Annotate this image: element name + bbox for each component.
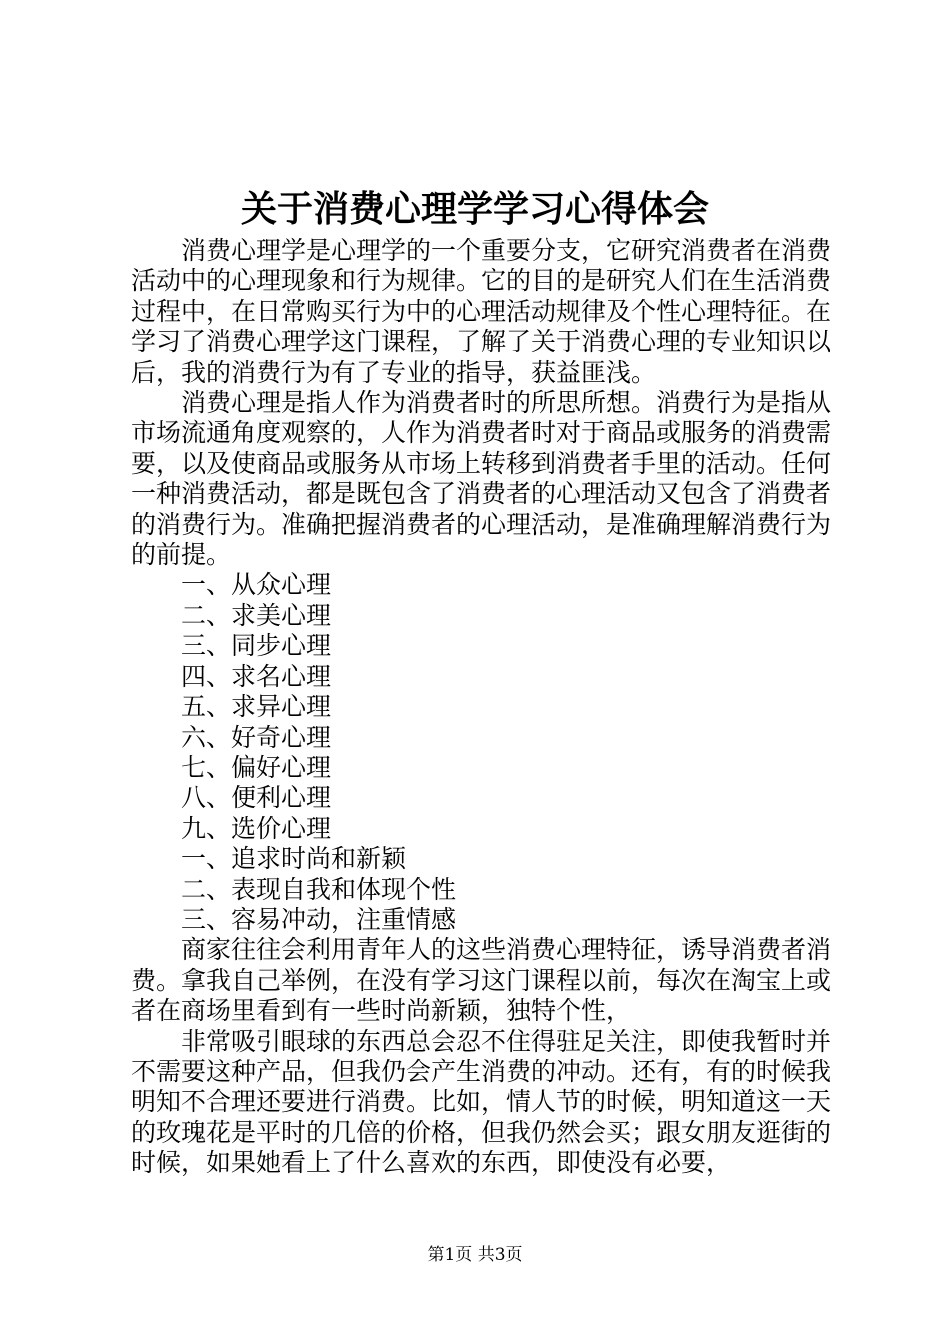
page-title: 关于消费心理学学习心得体会 xyxy=(240,188,709,230)
list-item: 四、求名心理 xyxy=(181,661,332,691)
list-item: 二、求美心理 xyxy=(181,600,332,630)
list-item: 三、容易冲动，注重情感 xyxy=(181,904,457,934)
page-number: 第1页 共3页 xyxy=(427,1245,523,1265)
psychology-list xyxy=(131,570,831,844)
list-item: 五、求异心理 xyxy=(181,692,332,722)
paragraph-merchants: 商家往往会利用青年人的这些消费心理特征，诱导消费者消费。拿我自己举例，在没有学习这门课程以前，每次在淘宝上或者在商场里看到有一些时尚新颖，独特个性， xyxy=(131,935,832,1026)
paragraph-intro: 消费心理学是心理学的一个重要分支，它研究消费者在消费活动中的心理现象和行为规律。它的目的是研究人们在生活消费过程中，在日常购买行为中的心理活动规律及个性心理特征。在学习了消费心理学这门课程，了解了关于消费心理的专业知识以后，我的消费行为有了专业的指导，获益匪浅。 xyxy=(131,236,832,387)
list-item: 六、好奇心理 xyxy=(181,722,332,752)
list-item: 八、便利心理 xyxy=(181,783,332,813)
list-item: 九、选价心理 xyxy=(181,813,332,843)
youth-traits-list xyxy=(131,844,831,935)
list-item: 一、从众心理 xyxy=(181,570,332,600)
list-item: 七、偏好心理 xyxy=(181,752,332,782)
paragraph-examples: 非常吸引眼球的东西总会忍不住得驻足关注，即使我暂时并不需要这种产品，但我仍会产生消费的冲动。还有，有的时候我明知不合理还要进行消费。比如，情人节的时候，明知道这一天的玫瑰花是平时的几倍的价格，但我仍然会买；跟女朋友逛街的时候，如果她看上了什么喜欢的东西，即使没有必要， xyxy=(131,1026,832,1178)
document-body xyxy=(131,236,831,1179)
list-item: 二、表现自我和体现个性 xyxy=(181,874,457,904)
paragraph-definition: 消费心理是指人作为消费者时的所思所想。消费行为是指从市场流通角度观察的，人作为消费者时对于商品或服务的消费需要，以及使商品或服务从市场上转移到消费者手里的活动。任何一种消费活动，都是既包含了消费者的心理活动又包含了消费者的消费行为。准确把握消费者的心理活动，是准确理解消费行为的前提。 xyxy=(131,388,832,570)
list-item: 一、追求时尚和新颖 xyxy=(181,844,407,874)
list-item: 三、同步心理 xyxy=(181,631,332,661)
